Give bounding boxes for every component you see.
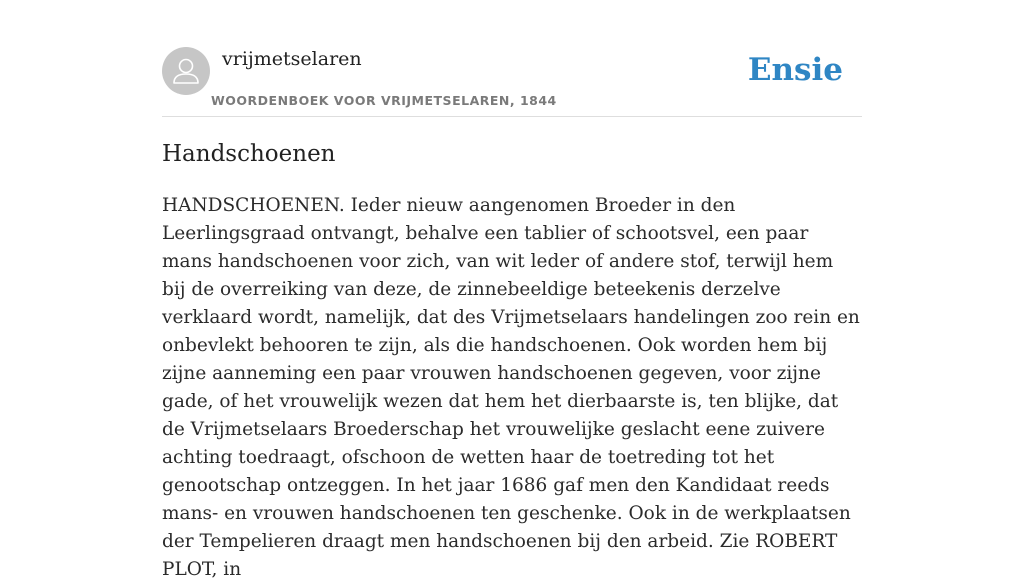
- header: [162, 46, 862, 117]
- source-label[interactable]: WOORDENBOEK VOOR VRIJMETSELAREN, 1844: [211, 93, 557, 108]
- edge-fade: [934, 410, 1024, 450]
- article-body: HANDSCHOENEN. Ieder nieuw aangenomen Broeder in den Leerlingsgraad ontvangt, behalve een tablier of schootsvel, een paar mans handschoenen voor zich, van wit leder of andere stof, terwijl hem bij de overreiking van deze, de zinnebeeldige beteekenis derzelve verklaard wordt, namelijk, dat des Vrijmetselaars handelingen zoo rein en onbevlekt behooren te zijn, als die handschoenen. Ook worden hem bij zijne aanneming een paar vrouwen handschoenen gegeven, voor zijne gade, of het vrouwelijk wezen dat hem het dierbaarste is, ten blijke, dat de Vrijmetselaars Broederschap het vrouwelijke geslacht eene zuivere achting toedraagt, ofschoon de wetten haar de toetreding tot het genootschap ontzeggen. In het jaar 1686 gaf men den Kandidaat reeds mans- en vrouwen handschoenen ten geschenke. Ook in de werkplaatsen der Tempelieren draagt men handschoenen bij den arbeid. Zie ROBERT PLOT, in: [162, 195, 860, 580]
- user-icon: [162, 47, 210, 95]
- page-title: Handschoenen: [162, 141, 336, 167]
- ensie-logo[interactable]: Ensie: [747, 52, 843, 88]
- username-link[interactable]: vrijmetselaren: [222, 48, 362, 70]
- avatar[interactable]: [162, 47, 210, 95]
